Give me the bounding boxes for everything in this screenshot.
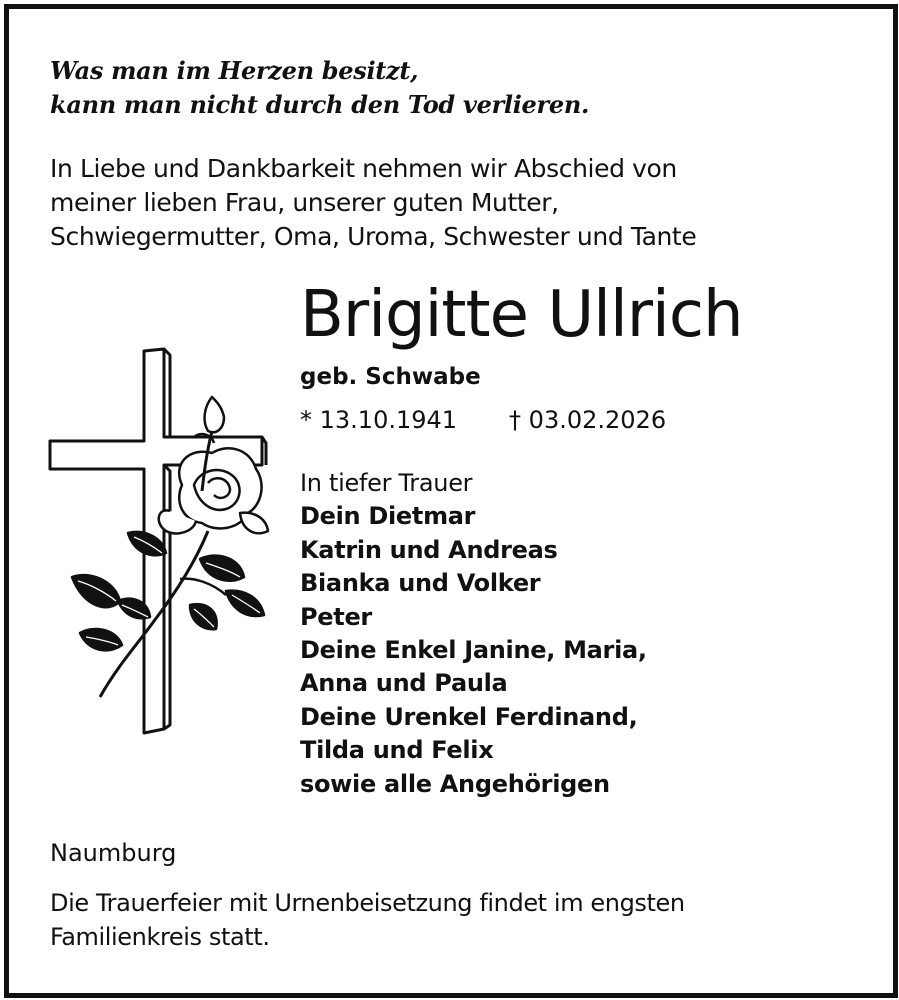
notice-line-2: Familienkreis statt. [50, 923, 270, 951]
life-dates [300, 403, 666, 437]
mourner-name: Deine Urenkel Ferdinand, [300, 702, 638, 731]
mourner-name: sowie alle Angehörigen [300, 769, 610, 798]
intro-line-2: meiner lieben Frau, unserer guten Mutter, [50, 188, 559, 217]
intro-text [50, 152, 696, 254]
mourner-name: Peter [300, 602, 372, 631]
birth-date: * 13.10.1941 [300, 406, 458, 434]
place-name: Naumburg [50, 839, 177, 867]
intro-line-3: Schwiegermutter, Oma, Uroma, Schwester und Tante [50, 222, 697, 251]
mourner-name: Deine Enkel Janine, Maria, [300, 636, 647, 665]
mourner-name: Katrin und Andreas [300, 535, 558, 564]
mourner-name: Anna und Paula [300, 669, 508, 698]
mourning-lead: In tiefer Trauer [300, 469, 473, 497]
death-date: † 03.02.2026 [509, 406, 667, 434]
deceased-name: Brigitte Ullrich [300, 278, 743, 352]
intro-line-1: In Liebe und Dankbarkeit nehmen wir Abschied von [50, 154, 677, 183]
motto-line-1: Was man im Herzen besitzt, [50, 56, 419, 85]
motto-quote [50, 54, 589, 122]
cross-with-rose-icon [44, 345, 270, 735]
birth-name: geb. Schwabe [300, 364, 481, 390]
funeral-notice [50, 886, 685, 954]
motto-line-2: kann man nicht durch den Tod verlieren. [50, 90, 590, 119]
notice-line-1: Die Trauerfeier mit Urnenbeisetzung findet im engsten [50, 889, 685, 917]
mourner-name: Dein Dietmar [300, 502, 476, 531]
mourners-list [300, 467, 647, 801]
mourner-name: Bianka und Volker [300, 569, 541, 598]
mourner-name: Tilda und Felix [300, 736, 494, 765]
